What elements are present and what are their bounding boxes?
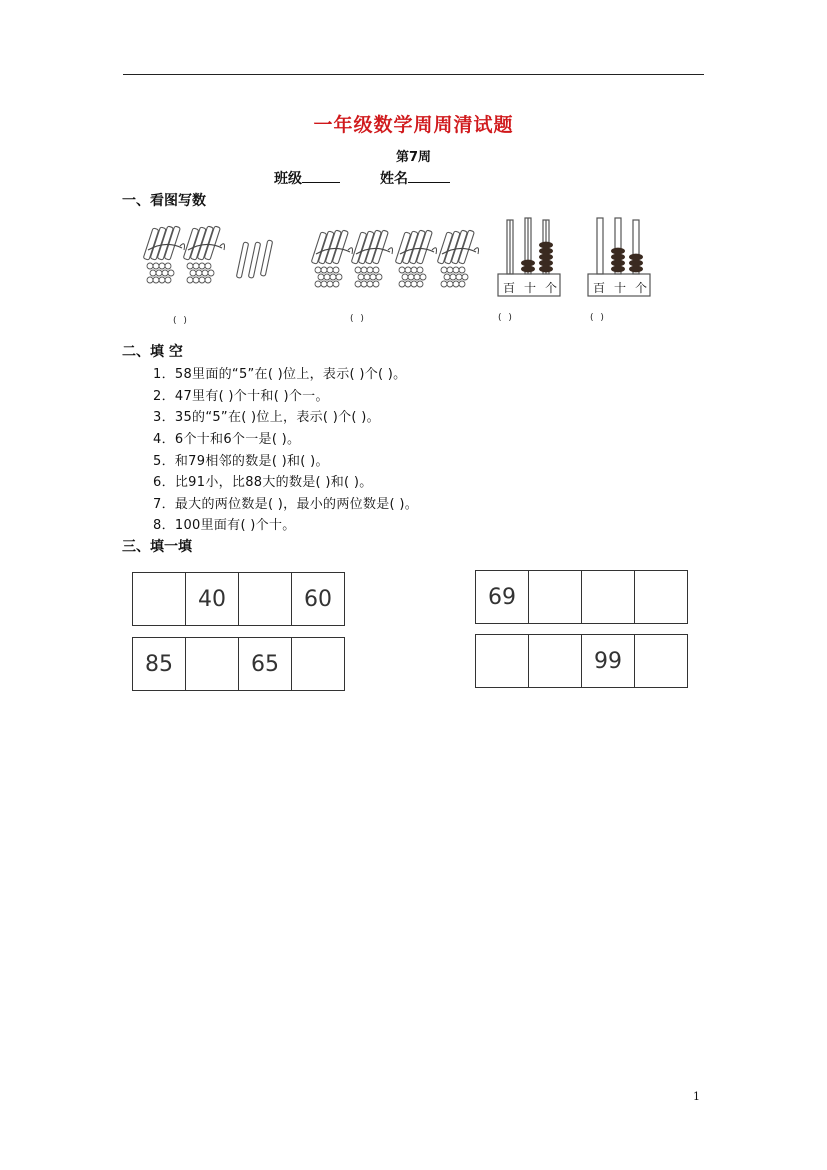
class-label: 班级 bbox=[274, 171, 302, 187]
answer-blank-1[interactable]: ( ) bbox=[173, 316, 189, 326]
question-1[interactable]: 1．58里面的“5”在( )位上，表示( )个( )。 bbox=[153, 367, 407, 382]
page-title: 一年级数学周周清试题 bbox=[313, 114, 514, 136]
abacus-2-hundreds: 百 bbox=[593, 281, 606, 295]
abacus-2-tens: 十 bbox=[613, 281, 626, 295]
abacus-1-hundreds: 百 bbox=[503, 281, 516, 295]
question-3[interactable]: 3．35的“5”在( )位上，表示( )个( )。 bbox=[153, 410, 380, 425]
section-1-heading: 一、看图写数 bbox=[122, 193, 206, 209]
grid-cell: 85 bbox=[133, 638, 186, 690]
grid-cell[interactable] bbox=[186, 638, 239, 690]
answer-blank-3[interactable]: ( ) bbox=[498, 313, 514, 323]
grid-cell: 60 bbox=[304, 586, 332, 612]
abacus-1-tens: 十 bbox=[523, 281, 536, 295]
answer-blank-2[interactable]: ( ) bbox=[350, 314, 366, 324]
grid-cell[interactable] bbox=[529, 635, 582, 687]
class-field bbox=[274, 168, 340, 188]
grid-cell: 69 bbox=[476, 571, 529, 623]
abacus-2-ones: 个 bbox=[634, 281, 647, 295]
page-number: 1 bbox=[693, 1090, 700, 1103]
abacus-2-labels bbox=[593, 279, 647, 296]
grid-cell[interactable] bbox=[582, 571, 635, 623]
week-label: 第7周 bbox=[395, 150, 432, 165]
grid-cell[interactable] bbox=[239, 573, 292, 625]
abacus-1-ones: 个 bbox=[544, 281, 557, 295]
question-8[interactable]: 8．100里面有( )个十。 bbox=[153, 518, 296, 533]
answer-blank-4[interactable]: ( ) bbox=[590, 313, 606, 323]
header-rule bbox=[123, 74, 704, 75]
grid-cell[interactable] bbox=[635, 635, 687, 687]
question-7[interactable]: 7．最大的两位数是( )，最小的两位数是( )。 bbox=[153, 497, 419, 512]
name-blank[interactable] bbox=[408, 168, 450, 183]
number-grid-1 bbox=[132, 572, 345, 626]
grid-cell: 99 bbox=[582, 635, 635, 687]
abacus-1-labels bbox=[503, 279, 557, 296]
counting-pictures bbox=[130, 212, 670, 302]
name-label: 姓名 bbox=[380, 171, 408, 187]
section-2-heading: 二、填 空 bbox=[122, 344, 183, 360]
grid-cell[interactable] bbox=[635, 571, 687, 623]
number-grid-4 bbox=[475, 634, 688, 688]
question-2[interactable]: 2．47里有( )个十和( )个一。 bbox=[153, 389, 329, 404]
question-4[interactable]: 4．6个十和6个一是( )。 bbox=[153, 432, 301, 447]
question-5[interactable]: 5．和79相邻的数是( )和( )。 bbox=[153, 454, 329, 469]
grid-cell[interactable] bbox=[292, 638, 344, 690]
grid-cell[interactable] bbox=[529, 571, 582, 623]
grid-cell[interactable] bbox=[133, 573, 186, 625]
number-grid-3 bbox=[132, 637, 345, 691]
grid-cell: 65 bbox=[239, 638, 292, 690]
class-blank[interactable] bbox=[302, 168, 340, 183]
grid-cell[interactable] bbox=[476, 635, 529, 687]
question-6[interactable]: 6．比91小，比88大的数是( )和( )。 bbox=[153, 475, 373, 490]
number-grid-2 bbox=[475, 570, 688, 624]
grid-cell: 40 bbox=[186, 573, 239, 625]
section-3-heading: 三、填一填 bbox=[122, 539, 192, 555]
name-field bbox=[380, 168, 450, 188]
